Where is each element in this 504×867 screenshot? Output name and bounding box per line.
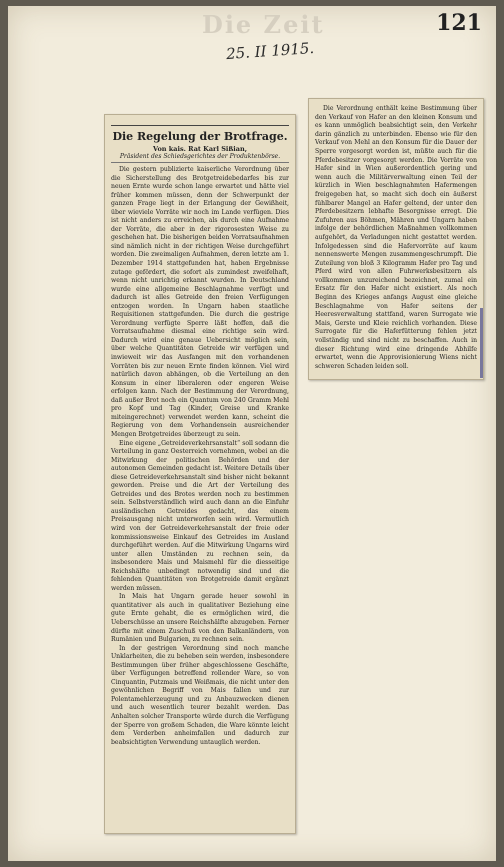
newspaper-stamp: Die Zeit <box>202 10 325 39</box>
article-affiliation: Präsident des Schiedsgerichtes der Produktenbörse. <box>111 153 289 163</box>
paragraph: Eine eigene „Getreideverkehrsanstalt“ soll sodann die Verteilung in ganz Oesterreich vornehmen, wobei an die Mitwirkung der politischen Behörden und der autonomen Gemeinden gedacht ist. Weitere Details über diese Getreideverkehrsanstalt sind bisher nicht bekannt geworden. Preise und die Art der Verteilung des Getreides und des Brotes werden noch zu bestimmen sein. Selbstverständlich wird auch dann an die Einfuhr ausländischen Getreides gedacht, das einem Preisausgang nicht unterworfen sein wird. Vermutlich wird von der Getreideverkehrsanstalt der freie oder kommissionsweise Einkauf des Getreides im Ausland durchgeführt werden. Auf die Mitwirkung Ungarns wird unter allen Umständen zu rechnen sein, da insbesondere Mais und Maismehl für die diesseitige Reichshälfte unbedingt notwendig sind und die fehlenden Quantitäten von Brotgetreide damit ergänzt werden müssen. <box>111 439 289 592</box>
page-number: 121 <box>436 10 482 36</box>
handwritten-date: 25. II 1915. <box>225 38 315 64</box>
article-clipping-left <box>104 114 296 834</box>
pencil-margin-mark <box>480 308 483 378</box>
article-byline: Von kais. Rat Karl Sißian, <box>153 145 247 153</box>
paragraph: Die gestern publizierte kaiserliche Verordnung über die Sicherstellung des Brotgetreidebedarfes bis zur neuen Ernte wurde schon lange erwartet und hätte viel früher kommen müssen, denn der Schwerpunkt der ganzen Frage liegt in der Erlangung der Gewißheit, über wieviele Vorräte wir noch im Lande verfügen. Dies ist nicht anders zu erreichen, als durch eine Aufnahme der Vorräte, die aber in der rigorosesten Weise zu geschehen hat. Die bisherigen beiden Vorratsaufnahmen sind nämlich nicht in der richtigen Weise durchgeführt worden. Die zweimaligen Aufnahmen, deren letzte am 1. Dezember 1914 stattgefunden hat, haben Ergebnisse zutage gefördert, die sofort als zumindest zweifelhaft, wenn nicht unrichtig erkannt wurden. In Deutschland wurde eine allgemeine Beschlagnahme verfügt und dadurch ist alles Getreide den freien Verfügungen entzogen worden. In Ungarn haben staatliche Requisitionen stattgefunden. Die durch die gestrige Verordnung verfügte Sperre läßt hoffen, daß die Vorratsaufnahme diesmal eine richtige sein wird. Dadurch wird eine genaue Uebersicht möglich sein, über welche Quantitäten Getreide wir verfügen und inwieweit wir das Ausfangen mit den vorhandenen Vorräten bis zur neuen Ernte finden können. Viel wird natürlich davon abhängen, ob die Verteilung an den Konsum in einer liberaleren oder engeren Weise erfolgen kann. Nach der Bestimmung der Verordnung, daß außer Brot noch ein Quantum von 240 Gramm Mehl pro Kopf und Tag (Kinder, Greise und Kranke miteingerechnet) verwendet werden kann, scheint die Regierung von dem Vorhandensein ausreichender Mengen Brotgetreides überzeugt zu sein. <box>111 166 289 438</box>
article-clipping-right <box>308 98 484 380</box>
paragraph: Die Verordnung enthält keine Bestimmung über den Verkauf von Hafer an den kleinen Konsum und es kann unmöglich beabsichtigt sein, den Verkehr darin gänzlich zu unterbinden. Ebenso wie für den Verkauf von Mehl an den Konsum für die Dauer der Sperre vorgesorgt worden ist, müßte auch für die Pferdebesitzer vorgesorgt werden. Die Vorräte von Hafer sind in Wien außerordentlich gering und wenn auch die Militärverwaltung einen Teil der kürzlich in Wien beschlagnahmten Hafermengen freigegeben hat, so macht sich doch ein äußerst fühlbarer Mangel an Hafer geltend, der unter den Pferdebesitzern lebhafte Besorgnisse erregt. Die Zufuhren aus Böhmen, Mähren und Ungarn haben infolge der behördlichen Maßnahmen vollkommen aufgehört, da Verladungen nicht gestattet werden. Infolgedessen sind die Hafervorräte auf kaum nennenswerte Mengen zusammengeschrumpft. Die Zuteilung von bloß 3 Kilogramm Hafer pro Tag und Pferd wird von allen Fuhrwerksbesitzern als vollkommen unzureichend bezeichnet, zumal ein Ersatz für den Hafer nicht existiert. Als noch Beginn des Krieges anfangs August eine gleiche Beschlagnahme von Hafer seitens der Heeresverwaltung stattfand, waren Surrogate wie Mais, Gerste und Kleie reichlich vorhanden. Diese Surrogate für die Haferfütterung fehlen jetzt vollständig und sind nicht zu beschaffen. Auch in dieser Richtung wird eine dringende Abhilfe erwartet, wenn die Approvisionierung Wiens nicht schweren Schaden leiden soll. <box>315 105 477 370</box>
article-title: Die Regelung der Brotfrage. <box>111 125 289 143</box>
paragraph: In der gestrigen Verordnung sind noch manche Unklarheiten, die zu beheben sein werden, insbesondere Bestimmungen über früher abgeschlossene Geschäfte, über Verfügungen betreffend rollender Ware, so von Cinquantin, Putzmais und Weißmais, die nicht unter den gewöhnlichen Begriff von Mais fallen und zur Polentamehlerzeugung und zu Anbauzwecken dienen und auch wesentlich teurer bezahlt werden. Das Anhalten solcher Transporte würde durch die Verfügung der Sperre von großem Schaden, die Ware könnte leicht dem Verderben anheimfallen und dadurch zur beabsichtigten Verwendung untauglich werden. <box>111 644 289 746</box>
paragraph: In Mais hat Ungarn gerade heuer sowohl in quantitativer als auch in qualitativer Beziehung eine gute Ernte gehabt, die es ermöglichen wird, die Ueberschüsse an unsere Reichshälfte abzugeben. Ferner dürfte mit einem Zuschuß von den Balkanländern, von Rumänien und Bulgarien, zu rechnen sein. <box>111 593 289 644</box>
